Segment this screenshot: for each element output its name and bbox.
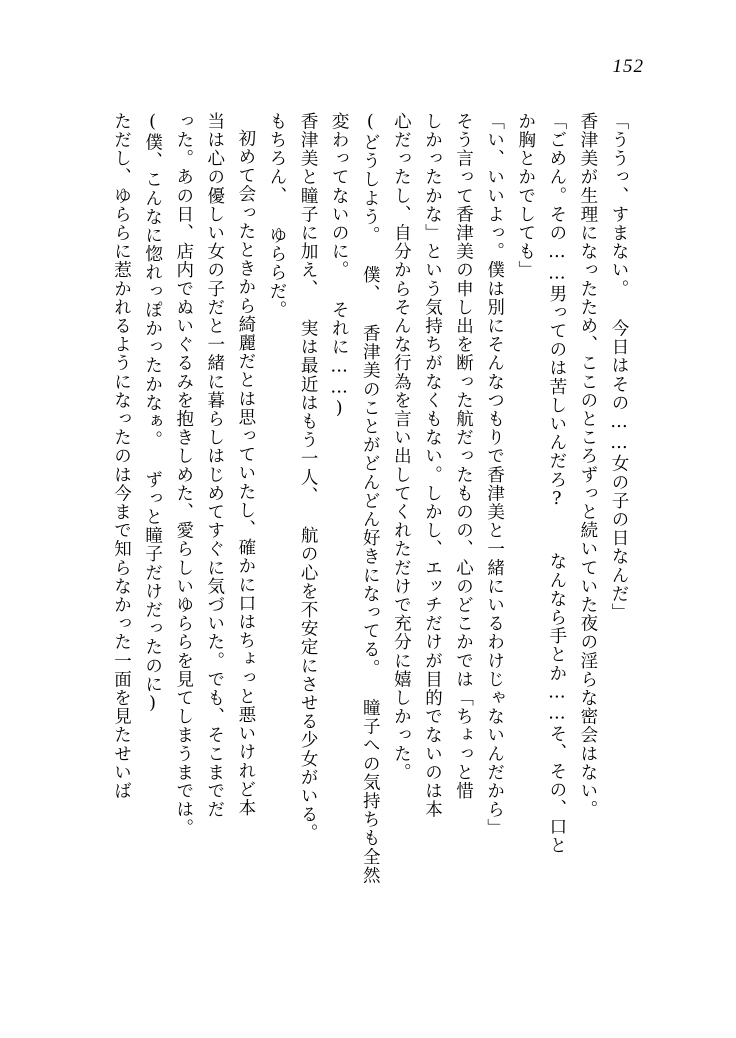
text-column: ただし、ゆららに惹かれるようになったのは今まで知らなかった一面を見たせいば: [111, 112, 132, 801]
text-column: (どうしよう。 僕、 香津美のことがどんどん好きになってる。 瞳子への気持ちも全然: [360, 112, 381, 885]
text-column: った。あの日、店内でぬいぐるみを抱きしめた、愛らしいゆららを見てしまうまでは。: [173, 112, 194, 838]
text-column: もちろん、 ゆららだ。: [266, 112, 287, 320]
text-column: 初めて会ったときから綺麗だとは思っていたし、確かに口はちょっと悪いけれど本: [235, 129, 256, 818]
text-column: 「ううっ、すまない。 今日はその……女の子の日なんだ」: [609, 112, 629, 622]
text-column: そう言って香津美の申し出を断った航だったものの、心のどこかでは「ちょっと惜: [453, 112, 474, 801]
vertical-text-body: [108, 112, 632, 942]
text-column: 香津美と瞳子に加え、 実は最近はもう一人、 航の心を不安定にさせる少女がいる。: [298, 112, 319, 843]
text-column: 「ごめん。その……男ってのは苦しいんだろ? なんなら手とか……そ、その、口と: [546, 112, 567, 855]
text-column: (僕、こんなに惚れっぽかったかなぁ。 ずっと瞳子だけだったのに): [142, 112, 163, 715]
text-column: しかったかな」という気持ちがなくもない。しかし、エッチだけが目的でないのは本: [422, 112, 443, 819]
text-column: 当は心の優しい女の子だと一緒に暮らしはじめてすぐに気づいた。でも、そこまでだ: [204, 112, 225, 819]
text-column: か胸とかでしても」: [515, 112, 536, 280]
text-column: 心だったし、自分からそんな行為を言い出してくれただけで充分に嬉しかった。: [391, 112, 412, 782]
text-column: 変わってないのに。 それに……): [329, 112, 350, 420]
text-column: 香津美が生理になったため、ここのところずっと続いていた夜の淫らな密会はない。: [577, 112, 598, 819]
page-number: 152: [612, 56, 644, 77]
text-column: 「い、いいよっ。僕は別にそんなつもりで香津美と一緒にいるわけじゃないんだから」: [484, 112, 505, 838]
